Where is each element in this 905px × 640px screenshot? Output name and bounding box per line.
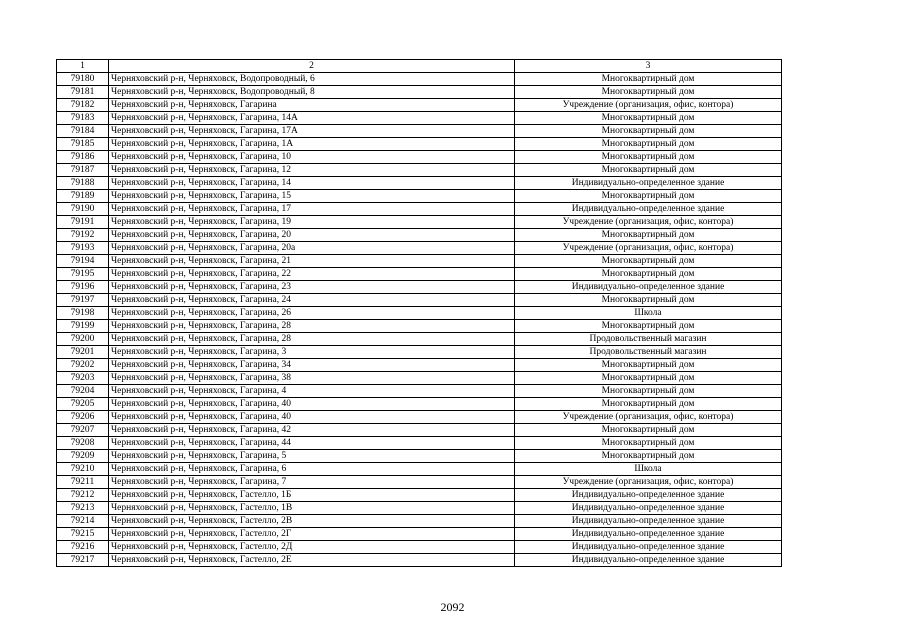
row-object-type: Индивидуально-определенное здание [515,541,782,554]
row-address: Черняховский р-н, Черняховск, Гагарина [109,99,515,112]
row-object-type: Многоквартирный дом [515,385,782,398]
row-object-type: Учреждение (организация, офис, контора) [515,216,782,229]
table-row [57,502,782,515]
row-id: 79203 [57,372,109,385]
row-object-type: Многоквартирный дом [515,294,782,307]
row-id: 79184 [57,125,109,138]
row-id: 79181 [57,86,109,99]
row-id: 79204 [57,385,109,398]
table-row [57,528,782,541]
row-id: 79193 [57,242,109,255]
row-address: Черняховский р-н, Черняховск, Гагарина, 10 [109,151,515,164]
table-row [57,177,782,190]
row-object-type: Многоквартирный дом [515,268,782,281]
row-object-type: Индивидуально-определенное здание [515,177,782,190]
row-address: Черняховский р-н, Черняховск, Гастелло, 2Г [109,528,515,541]
table-row [57,489,782,502]
table-row [57,463,782,476]
row-address: Черняховский р-н, Черняховск, Гагарина, 44 [109,437,515,450]
row-id: 79211 [57,476,109,489]
row-id: 79217 [57,554,109,567]
row-address: Черняховский р-н, Черняховск, Гагарина, 20 [109,229,515,242]
table-row [57,372,782,385]
row-id: 79207 [57,424,109,437]
row-address: Черняховский р-н, Черняховск, Гагарина, 22 [109,268,515,281]
table-row [57,138,782,151]
row-id: 79191 [57,216,109,229]
registry-table-body [57,60,782,567]
row-id: 79182 [57,99,109,112]
row-address: Черняховский р-н, Черняховск, Гагарина, 42 [109,424,515,437]
row-object-type: Индивидуально-определенное здание [515,515,782,528]
row-id: 79215 [57,528,109,541]
column-number-1: 1 [57,60,109,73]
row-address: Черняховский р-н, Черняховск, Гагарина, 15 [109,190,515,203]
row-id: 79202 [57,359,109,372]
row-object-type: Школа [515,463,782,476]
row-object-type: Многоквартирный дом [515,125,782,138]
row-address: Черняховский р-н, Черняховск, Гагарина, 20а [109,242,515,255]
row-id: 79183 [57,112,109,125]
registry-table [56,59,782,567]
row-id: 79208 [57,437,109,450]
row-object-type: Продовольственный магазин [515,346,782,359]
row-object-type: Многоквартирный дом [515,164,782,177]
table-row [57,359,782,372]
row-id: 79209 [57,450,109,463]
row-id: 79195 [57,268,109,281]
table-row [57,86,782,99]
row-object-type: Многоквартирный дом [515,320,782,333]
table-row [57,242,782,255]
table-row [57,112,782,125]
table-row [57,268,782,281]
row-object-type: Многоквартирный дом [515,86,782,99]
table-row [57,320,782,333]
row-id: 79198 [57,307,109,320]
table-row [57,554,782,567]
row-id: 79190 [57,203,109,216]
row-object-type: Многоквартирный дом [515,398,782,411]
row-address: Черняховский р-н, Черняховск, Гастелло, 1В [109,502,515,515]
row-address: Черняховский р-н, Черняховск, Гагарина, 40 [109,411,515,424]
row-id: 79200 [57,333,109,346]
row-address: Черняховский р-н, Черняховск, Гагарина, 38 [109,372,515,385]
row-object-type: Многоквартирный дом [515,437,782,450]
row-id: 79188 [57,177,109,190]
row-address: Черняховский р-н, Черняховск, Гагарина, 14А [109,112,515,125]
row-object-type: Учреждение (организация, офис, контора) [515,242,782,255]
table-row [57,333,782,346]
row-id: 79180 [57,73,109,86]
row-address: Черняховский р-н, Черняховск, Гагарина, 28 [109,333,515,346]
row-object-type: Многоквартирный дом [515,255,782,268]
row-id: 79216 [57,541,109,554]
row-id: 79186 [57,151,109,164]
row-address: Черняховский р-н, Черняховск, Гагарина, 34 [109,359,515,372]
row-address: Черняховский р-н, Черняховск, Гагарина, 17 [109,203,515,216]
row-address: Черняховский р-н, Черняховск, Гагарина, 1А [109,138,515,151]
table-row [57,346,782,359]
column-number-3: 3 [515,60,782,73]
row-id: 79205 [57,398,109,411]
row-address: Черняховский р-н, Черняховск, Гагарина, 12 [109,164,515,177]
row-object-type: Многоквартирный дом [515,138,782,151]
table-row [57,541,782,554]
table-row [57,281,782,294]
row-object-type: Учреждение (организация, офис, контора) [515,411,782,424]
row-address: Черняховский р-н, Черняховск, Гастелло, 2Д [109,541,515,554]
table-row [57,229,782,242]
row-id: 79196 [57,281,109,294]
row-id: 79187 [57,164,109,177]
row-object-type: Индивидуально-определенное здание [515,554,782,567]
row-address: Черняховский р-н, Черняховск, Водопроводный, 6 [109,73,515,86]
table-row [57,515,782,528]
row-address: Черняховский р-н, Черняховск, Гагарина, 21 [109,255,515,268]
row-id: 79189 [57,190,109,203]
table-row [57,190,782,203]
row-object-type: Учреждение (организация, офис, контора) [515,99,782,112]
table-row [57,398,782,411]
row-object-type: Индивидуально-определенное здание [515,281,782,294]
row-address: Черняховский р-н, Черняховск, Гагарина, 26 [109,307,515,320]
row-address: Черняховский р-н, Черняховск, Гагарина, 24 [109,294,515,307]
table-row [57,164,782,177]
row-object-type: Многоквартирный дом [515,229,782,242]
row-object-type: Учреждение (организация, офис, контора) [515,476,782,489]
row-address: Черняховский р-н, Черняховск, Гагарина, 28 [109,320,515,333]
row-id: 79197 [57,294,109,307]
row-address: Черняховский р-н, Черняховск, Гагарина, 19 [109,216,515,229]
row-object-type: Многоквартирный дом [515,372,782,385]
row-address: Черняховский р-н, Черняховск, Гагарина, 7 [109,476,515,489]
row-id: 79206 [57,411,109,424]
row-address: Черняховский р-н, Черняховск, Гагарина, 5 [109,450,515,463]
row-object-type: Многоквартирный дом [515,73,782,86]
row-object-type: Школа [515,307,782,320]
table-row [57,99,782,112]
table-row [57,203,782,216]
row-object-type: Многоквартирный дом [515,424,782,437]
row-address: Черняховский р-н, Черняховск, Гагарина, 40 [109,398,515,411]
row-object-type: Продовольственный магазин [515,333,782,346]
row-address: Черняховский р-н, Черняховск, Водопроводный, 8 [109,86,515,99]
row-address: Черняховский р-н, Черняховск, Гастелло, 2Е [109,554,515,567]
table-row [57,476,782,489]
row-address: Черняховский р-н, Черняховск, Гастелло, 2В [109,515,515,528]
column-number-2: 2 [109,60,515,73]
row-address: Черняховский р-н, Черняховск, Гагарина, 23 [109,281,515,294]
row-id: 79192 [57,229,109,242]
row-address: Черняховский р-н, Черняховск, Гагарина, 3 [109,346,515,359]
table-row [57,73,782,86]
row-object-type: Многоквартирный дом [515,359,782,372]
table-row [57,450,782,463]
row-address: Черняховский р-н, Черняховск, Гагарина, 6 [109,463,515,476]
column-number-row [57,60,782,73]
table-row [57,307,782,320]
row-object-type: Индивидуально-определенное здание [515,502,782,515]
row-id: 79212 [57,489,109,502]
table-row [57,437,782,450]
table-row [57,216,782,229]
row-id: 79201 [57,346,109,359]
row-id: 79214 [57,515,109,528]
row-id: 79210 [57,463,109,476]
table-row [57,125,782,138]
row-object-type: Индивидуально-определенное здание [515,528,782,541]
row-address: Черняховский р-н, Черняховск, Гагарина, 17А [109,125,515,138]
row-address: Черняховский р-н, Черняховск, Гагарина, 4 [109,385,515,398]
row-object-type: Многоквартирный дом [515,190,782,203]
table-row [57,385,782,398]
page-number: 2092 [440,600,465,614]
row-object-type: Многоквартирный дом [515,112,782,125]
row-object-type: Индивидуально-определенное здание [515,203,782,216]
row-id: 79194 [57,255,109,268]
table-row [57,255,782,268]
table-row [57,294,782,307]
row-id: 79213 [57,502,109,515]
row-object-type: Многоквартирный дом [515,450,782,463]
row-id: 79199 [57,320,109,333]
row-object-type: Многоквартирный дом [515,151,782,164]
table-row [57,424,782,437]
row-address: Черняховский р-н, Черняховск, Гагарина, 14 [109,177,515,190]
row-address: Черняховский р-н, Черняховск, Гастелло, 1Б [109,489,515,502]
row-object-type: Индивидуально-определенное здание [515,489,782,502]
row-id: 79185 [57,138,109,151]
table-row [57,151,782,164]
table-row [57,411,782,424]
